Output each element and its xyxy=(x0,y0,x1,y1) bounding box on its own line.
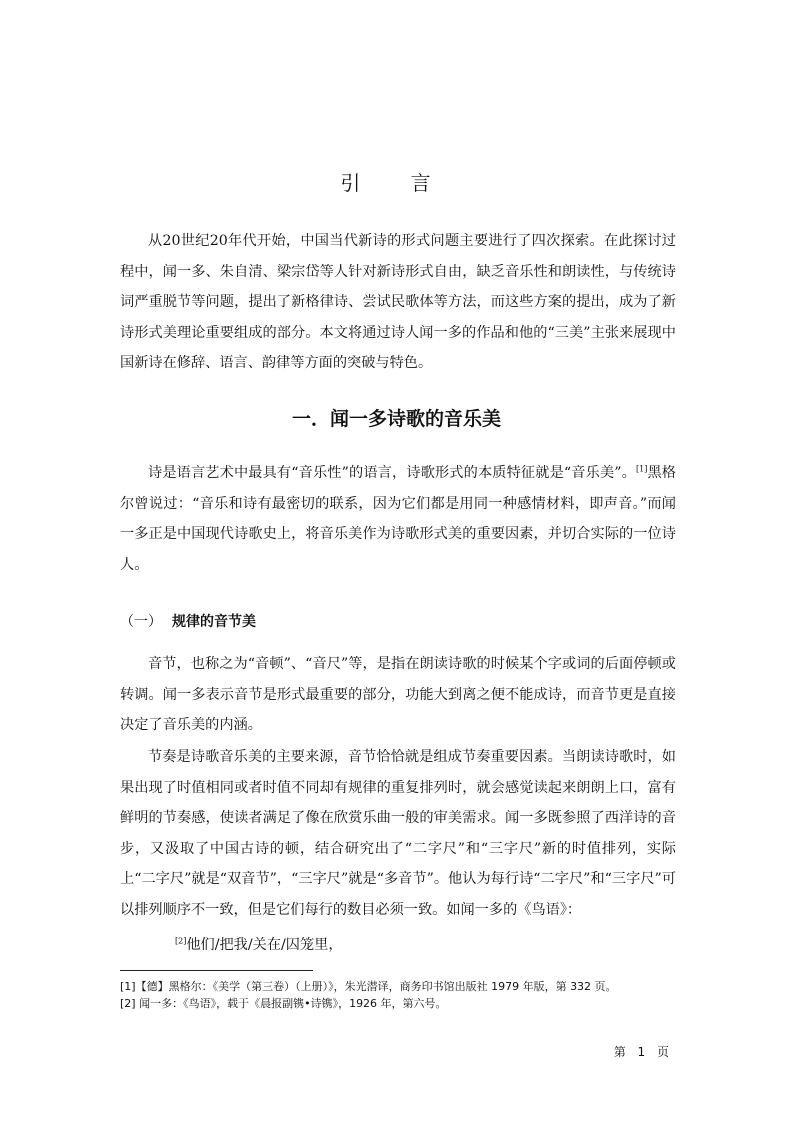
section-heading: 一．闻一多诗歌的音乐美 xyxy=(291,408,501,430)
subsection-heading xyxy=(120,611,256,631)
intro-title: 引 言 xyxy=(340,171,453,195)
footnote-ref-2[interactable]: [2] xyxy=(175,936,187,946)
footnote-2: [2] 闻一多：《鸟语》，载于《晨报副镌•诗镌》，1926 年，第六号。 xyxy=(120,997,447,1010)
footnote-1: [1]【德】黑格尔：《美学（第三卷）（上册）》，朱光潜译，商务印书馆出版社 1979 年版，第 332 页。 xyxy=(120,980,617,993)
subsection-paragraph-1: 音节，也称之为“音顿”、“音尺”等，是指在朗读诗歌的时候某个字或词的后面停顿或转调。闻一多表示音节是形式最重要的部分，功能大到离之便不能成诗，而音节更是直接决定了音乐美的内涵。 xyxy=(120,656,676,733)
intro-paragraph: 从20世纪20年代开始，中国当代新诗的形式问题主要进行了四次探索。在此探讨过程中，闻一多、朱自清、梁宗岱等人针对新诗形式自由，缺乏音乐性和朗读性，与传统诗词严重脱节等问题，提出了新格律诗、尝试民歌体等方法，而这些方案的提出，成为了新诗形式美理论重要组成的部分。本文将通过诗人闻一多的作品和他的“三美”主张来展现中国新诗在修辞、语言、韵律等方面的突破与特色。 xyxy=(120,233,676,371)
subsection-title: 规律的音节美 xyxy=(172,614,256,630)
section-paragraph-text-continued: 黑格尔曾说过：“音乐和诗有最密切的联系，因为它们都是用同一种感情材料，即声音。”而闻一多正是中国现代诗歌史上，将音乐美作为诗歌形式美的重要因素，并切合实际的一位诗人。 xyxy=(120,465,676,573)
footnote-ref-1[interactable]: [1] xyxy=(636,464,648,474)
page-number: 第 1 页 xyxy=(613,1045,673,1059)
footnote-divider xyxy=(120,970,313,971)
poem-line xyxy=(175,933,343,957)
section-paragraph-text: 诗是语言艺术中最具有“音乐性”的语言，诗歌形式的本质特征就是“音乐美”。 xyxy=(148,465,636,481)
poem-line-text: 他们/把我/关在/囚笼里， xyxy=(186,937,343,953)
subsection-paragraph-2: 节奏是诗歌音乐美的主要来源，音节恰恰就是组成节奏重要因素。当朗读诗歌时，如果出现了时值相同或者时值不同却有规律的重复排列时，就会感觉读起来朗朗上口，富有鲜明的节奏感，使读者满足了像在欣赏乐曲一般的审美需求。闻一多既参照了西洋诗的音步，又汲取了中国古诗的顿，结合研究出了“二字尺”和“三字尺”新的时值排列，实际上“二字尺”就是“双音节”，“三字尺”就是“多音节”。他认为每行诗“二字尺”和“三字尺”可以排列顺序不一致，但是它们每行的数目必须一致。如闻一多的《鸟语》： xyxy=(120,749,676,918)
subsection-number: （一） xyxy=(120,614,162,630)
section-paragraph xyxy=(120,458,676,580)
